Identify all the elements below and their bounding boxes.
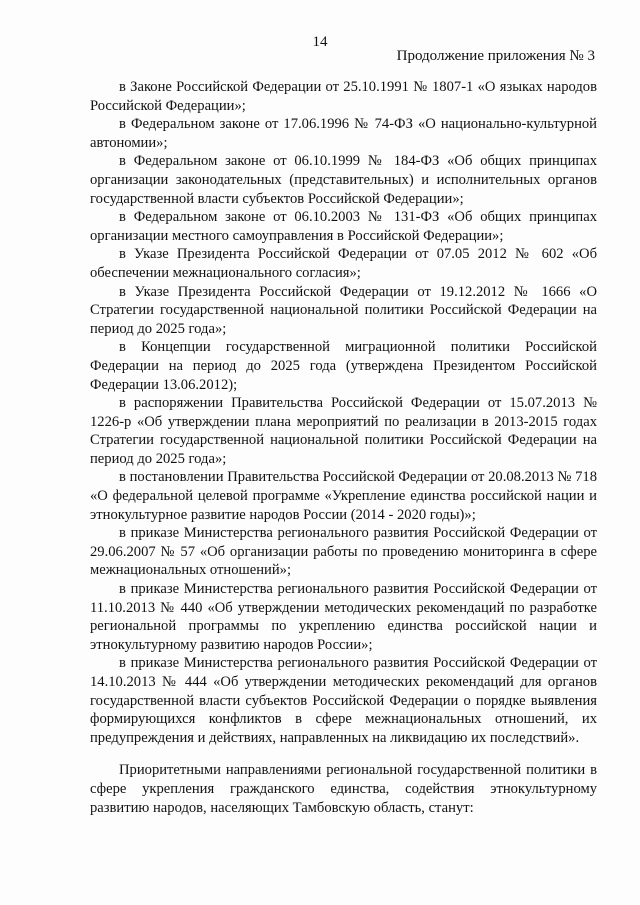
paragraph-order-444: в приказе Министерства регионального развития Российской Федерации от 14.10.2013 № 444 «Об утверждении методических рекомендаций для органов государственной власти субъектов Российской Федерации о порядке выявления формирующихся конфликтов в сфере межнациональных отношений, их предупреждения и действиях, направленных на ликвидацию их последствий». bbox=[90, 655, 597, 746]
paragraph-law-131-fz: в Федеральном законе от 06.10.2003 № 131-ФЗ «Об общих принципах организации местного самоуправления в Российской Федерации»; bbox=[90, 209, 597, 244]
paragraph-order-57: в приказе Министерства регионального развития Российской Федерации от 29.06.2007 № 57 «Об организации работы по проведению мониторинга в сфере межнациональных отношений»; bbox=[90, 525, 597, 579]
paragraph-law-languages: в Законе Российской Федерации от 25.10.1991 № 1807-1 «О языках народов Российской Федерации»; bbox=[90, 79, 597, 114]
paragraph-law-184-fz: в Федеральном законе от 06.10.1999 № 184-ФЗ «Об общих принципах организации законодательных (представительных) и исполнительных органов государственной власти субъектов Российской Федерации»; bbox=[90, 153, 597, 207]
appendix-continuation-note: Продолжение приложения № 3 bbox=[396, 48, 595, 64]
paragraph-decree-602: в Указе Президента Российской Федерации от 07.05 2012 № 602 «Об обеспечении межнационального согласия»; bbox=[90, 246, 597, 281]
paragraph-order-440: в приказе Министерства регионального развития Российской Федерации от 11.10.2013 № 440 «Об утверждении методических рекомендаций по разработке региональной программы по укреплению единства российской нации и этнокультурному развитию народов России»; bbox=[90, 581, 597, 653]
paragraph-law-cultural-autonomy: в Федеральном законе от 17.06.1996 № 74-ФЗ «О национально-культурной автономии»; bbox=[90, 116, 597, 151]
document-body bbox=[90, 78, 597, 817]
paragraph-migration-concept: в Концепции государственной миграционной политики Российской Федерации на период до 2025 года (утверждена Президентом Российской Федерации 13.06.2012); bbox=[90, 339, 597, 393]
page-number: 14 bbox=[312, 34, 328, 50]
paragraph-decree-1666: в Указе Президента Российской Федерации от 19.12.2012 № 1666 «О Стратегии государственной национальной политики Российской Федерации на период до 2025 года»; bbox=[90, 283, 597, 337]
paragraph-priority-directions: Приоритетными направлениями региональной государственной политики в сфере укрепления гражданского единства, содействия этнокультурному развитию народов, населяющих Тамбовскую область, станут: bbox=[90, 762, 597, 816]
paragraph-order-1226-r: в распоряжении Правительства Российской Федерации от 15.07.2013 № 1226-р «Об утверждении плана мероприятий по реализации в 2013-2015 годах Стратегии государственной национальной политики Российской Федерации на период до 2025 года»; bbox=[90, 395, 597, 467]
paragraph-resolution-718: в постановлении Правительства Российской Федерации от 20.08.2013 № 718 «О федеральной целевой программе «Укрепление единства российской нации и этнокультурное развитие народов России (2014 - 2020 годы)»; bbox=[90, 469, 597, 523]
